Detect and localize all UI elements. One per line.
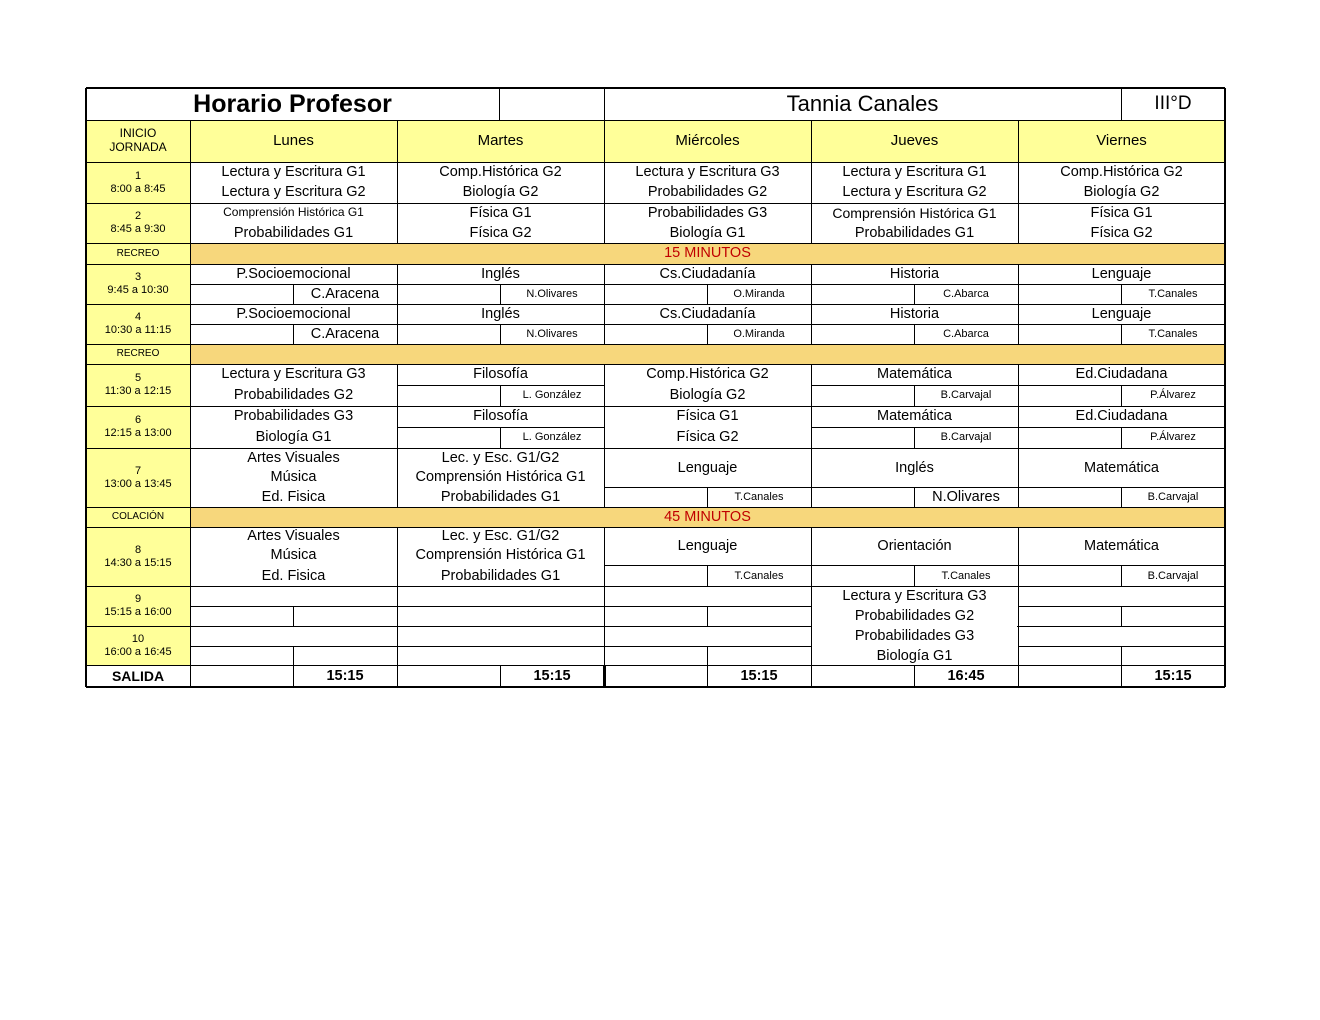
grid-line (1224, 88, 1226, 687)
period-time: 8:45 a 9:30 (110, 223, 166, 235)
period-1-label (86, 162, 190, 203)
class-cell: Probabilidades G1 (854, 224, 975, 241)
teacher-cell: B.Carvajal (940, 431, 992, 444)
class-cell: Física G2 (469, 224, 532, 241)
teacher-cell: P.Álvarez (1150, 431, 1196, 444)
teacher-cell: C.Abarca (943, 287, 989, 300)
grid-line (1121, 284, 1122, 304)
grid-line (914, 284, 915, 304)
class-cell: Artes Visuales (247, 450, 340, 467)
period-number: 10 (131, 632, 145, 645)
teacher-cell: C.Aracena (310, 285, 380, 302)
period-number: 2 (134, 210, 142, 223)
period-time: 10:30 a 11:15 (104, 324, 172, 336)
class-cell: Física G1 (469, 204, 532, 221)
class-cell: Probabilidades G1 (440, 567, 561, 584)
recreo-2-label: RECREO (116, 348, 160, 360)
grid-line (190, 606, 397, 607)
class-cell: Comprensión Histórica G1 (415, 469, 586, 486)
recreo-1-label: RECREO (116, 247, 160, 259)
period-2-label (86, 203, 190, 243)
grid-line (190, 120, 191, 687)
class-cell: Ed. Fisica (261, 488, 326, 505)
grid-line (811, 527, 812, 687)
day-header-miercoles: Miércoles (675, 132, 740, 150)
class-cell: Lectura y Escritura G2 (842, 184, 987, 201)
grid-line (1018, 527, 1019, 687)
period-time: 11:30 a 12:15 (104, 385, 172, 397)
class-cell: Ed. Fisica (261, 567, 326, 584)
grid-line (604, 120, 605, 243)
period-time: 15:15 a 16:00 (104, 606, 172, 618)
grid-line (707, 646, 708, 665)
class-cell: Comprensión Histórica G1 (223, 205, 364, 220)
teacher-cell: T.Canales (1148, 327, 1198, 340)
class-cell: Probabilidades G2 (854, 607, 975, 624)
grid-line (86, 304, 1225, 305)
class-cell: Matemática (877, 366, 952, 383)
grid-line (293, 284, 294, 304)
grid-line (707, 284, 708, 304)
class-cell: Ed.Ciudadana (1075, 366, 1168, 383)
class-cell: Física G1 (676, 408, 739, 425)
grid-line (86, 626, 1225, 627)
day-header-martes: Martes (477, 132, 524, 150)
inicio-line-1: INICIO (119, 126, 157, 141)
class-cell: Probabilidades G2 (647, 184, 768, 201)
class-cell: Probabilidades G1 (440, 488, 561, 505)
salida-time: 15:15 (326, 667, 364, 684)
grid-line (500, 427, 501, 448)
period-4-label (86, 304, 190, 344)
class-cell: Biología G2 (1083, 184, 1160, 201)
class-cell: Matemática (1084, 537, 1159, 554)
class-cell: Matemática (1084, 459, 1159, 476)
grid-line (1121, 324, 1122, 344)
class-cell: Física G1 (1090, 204, 1153, 221)
class-cell: Biología G2 (669, 387, 746, 404)
grid-line (811, 565, 1018, 566)
grid-line (86, 264, 1225, 265)
period-8-label (86, 527, 190, 586)
salida-label: SALIDA (111, 667, 165, 684)
grid-line (603, 665, 604, 687)
teacher-cell: N.Olivares (932, 489, 1000, 506)
class-cell: Lenguaje (1091, 305, 1152, 322)
class-cell: Filosofía (473, 366, 528, 383)
grid-line (604, 646, 811, 647)
class-cell: Lectura y Escritura G3 (635, 163, 780, 180)
grid-line (86, 87, 1225, 89)
grid-line (86, 448, 1225, 449)
grid-line (1121, 665, 1122, 687)
recreo-1-text: 15 MINUTOS (664, 245, 751, 262)
grid-line (1018, 120, 1019, 243)
teacher-cell: N.Olivares (526, 327, 578, 340)
grid-line (397, 427, 604, 428)
grid-line (1121, 427, 1122, 448)
grid-mask (812, 625, 1017, 628)
class-cell: Lec. y Esc. G1/G2 (441, 450, 560, 467)
teacher-cell: B.Carvajal (1147, 569, 1199, 582)
class-cell: Comprensión Histórica G1 (832, 204, 997, 221)
class-cell: Probabilidades G3 (233, 408, 354, 425)
grid-line (707, 665, 708, 687)
grid-line (86, 686, 1225, 688)
grid-line (86, 527, 1225, 528)
period-number: 9 (134, 593, 142, 606)
salida-time: 15:15 (740, 667, 778, 684)
class-cell: Lenguaje (677, 537, 738, 554)
grid-line (500, 324, 501, 344)
inicio-line-2: JORNADA (109, 140, 167, 154)
period-time: 14:30 a 15:15 (104, 556, 172, 569)
grid-line (1121, 88, 1122, 120)
grid-line (914, 427, 915, 448)
grid-line (1121, 385, 1122, 406)
grid-line (604, 88, 605, 120)
grid-line (397, 385, 604, 386)
grid-line (914, 487, 915, 507)
grid-line (1018, 487, 1225, 488)
period-time: 9:45 a 10:30 (107, 284, 169, 296)
recreo2-band (190, 344, 1225, 364)
class-cell: Biología G2 (462, 184, 539, 201)
grid-line (86, 243, 1225, 244)
grid-line (604, 527, 605, 687)
class-cell: Ed.Ciudadana (1075, 408, 1168, 425)
period-7-label (86, 448, 190, 507)
grid-line (811, 120, 812, 243)
class-cell: Comprensión Histórica G1 (415, 547, 586, 564)
class-cell: Lenguaje (1091, 265, 1152, 282)
period-time: 13:00 a 13:45 (104, 477, 172, 490)
grid-line (190, 646, 397, 647)
grid-line (86, 507, 1225, 508)
day-header-viernes: Viernes (1096, 132, 1147, 150)
grid-line (707, 606, 708, 626)
class-cell: Comp.Histórica G2 (439, 163, 562, 180)
class-cell: Probabilidades G1 (233, 224, 354, 241)
class-cell: Cs.Ciudadanía (659, 305, 756, 322)
grid-line (605, 665, 606, 687)
grid-line (397, 120, 398, 243)
class-cell: Probabilidades G2 (233, 387, 354, 404)
class-cell: Artes Visuales (247, 528, 340, 545)
grid-line (190, 324, 1225, 325)
grid-line (1018, 565, 1225, 566)
colacion-label: COLACIÓN (111, 511, 165, 523)
class-cell: P.Socioemocional (236, 265, 351, 282)
grid-line (397, 646, 604, 647)
class-cell: Música (270, 469, 317, 486)
grid-line (1121, 646, 1122, 665)
grid-line (190, 284, 1225, 285)
period-number: 6 (134, 414, 142, 427)
grid-line (1018, 427, 1225, 428)
class-cell: Historia (889, 265, 940, 282)
class-cell: Matemática (877, 408, 952, 425)
grid-line (914, 565, 915, 586)
grid-line (500, 665, 501, 687)
grid-line (500, 284, 501, 304)
class-cell: Probabilidades G3 (647, 204, 768, 221)
class-cell: Cs.Ciudadanía (659, 265, 756, 282)
teacher-cell: B.Carvajal (1147, 491, 1199, 504)
class-cell: Inglés (895, 459, 934, 476)
class-cell: Inglés (481, 305, 520, 322)
grid-line (499, 88, 500, 120)
period-10-label (86, 626, 190, 665)
teacher-cell: T.Canales (941, 569, 991, 582)
grid-line (604, 606, 811, 607)
grid-line (293, 324, 294, 344)
salida-time: 16:45 (947, 667, 985, 684)
grid-line (1018, 606, 1225, 607)
grid-line (86, 120, 1225, 121)
class-cell: Comp.Histórica G2 (1060, 163, 1183, 180)
period-number: 4 (134, 311, 142, 324)
grid-line (1018, 385, 1225, 386)
class-cell: Lectura y Escritura G1 (842, 163, 987, 180)
period-6-label (86, 406, 190, 448)
grid-line (604, 487, 811, 488)
period-3-label (86, 264, 190, 304)
grid-line (397, 606, 604, 607)
grid-line (86, 364, 1225, 365)
teacher-cell: T.Canales (734, 569, 784, 582)
grid-line (707, 487, 708, 507)
grid-line (707, 324, 708, 344)
grid-line (86, 586, 1225, 587)
grid-line (811, 427, 1018, 428)
period-time: 16:00 a 16:45 (104, 645, 172, 658)
class-cell: Lec. y Esc. G1/G2 (441, 528, 560, 545)
grid-line (811, 385, 1018, 386)
teacher-cell: T.Canales (1148, 287, 1198, 300)
period-time: 12:15 a 13:00 (104, 427, 172, 439)
period-number: 1 (134, 169, 142, 182)
grid-line (86, 162, 1225, 163)
class-cell: Lectura y Escritura G3 (842, 587, 987, 604)
grid-line (86, 344, 1225, 345)
grid-line (707, 565, 708, 586)
teacher-cell: O.Miranda (733, 327, 785, 340)
grid-line (1121, 565, 1122, 586)
teacher-cell: B.Carvajal (940, 389, 992, 402)
salida-time: 15:15 (533, 667, 571, 684)
class-cell: Física G2 (1090, 224, 1153, 241)
grid-line (1121, 606, 1122, 626)
course-label: III°D (1154, 93, 1192, 115)
class-cell: Biología G1 (669, 224, 746, 241)
teacher-cell: L. González (522, 431, 582, 444)
page-title: Horario Profesor (193, 89, 392, 118)
teacher-cell: L. González (522, 389, 582, 402)
class-cell: Probabilidades G3 (854, 627, 975, 644)
grid-line (914, 665, 915, 687)
colacion-text: 45 MINUTOS (664, 508, 751, 525)
teacher-cell: N.Olivares (526, 287, 578, 300)
class-cell: Inglés (481, 265, 520, 282)
period-5-label (86, 364, 190, 406)
class-cell: Lectura y Escritura G3 (221, 366, 366, 383)
period-number: 3 (134, 271, 142, 284)
period-number: 8 (134, 543, 142, 556)
grid-line (1121, 487, 1122, 507)
period-9-label (86, 586, 190, 626)
class-cell: Comp.Histórica G2 (646, 366, 769, 383)
salida-time: 15:15 (1154, 667, 1192, 684)
grid-line (397, 527, 398, 687)
period-number: 5 (134, 372, 142, 385)
grid-line (914, 324, 915, 344)
teacher-cell: C.Aracena (310, 325, 380, 342)
class-cell: Orientación (877, 537, 952, 554)
day-header-jueves: Jueves (890, 132, 939, 150)
grid-line (1018, 646, 1225, 647)
teacher-cell: T.Canales (734, 491, 784, 504)
class-cell: Biología G1 (255, 429, 332, 446)
grid-line (86, 406, 1225, 407)
class-cell: Lenguaje (677, 459, 738, 476)
class-cell: Física G2 (676, 429, 739, 446)
day-header-lunes: Lunes (273, 132, 314, 150)
class-cell: Música (270, 547, 317, 564)
grid-line (85, 88, 87, 687)
teacher-name: Tannia Canales (786, 91, 939, 117)
grid-line (604, 565, 811, 566)
teacher-cell: P.Álvarez (1150, 389, 1196, 402)
class-cell: P.Socioemocional (236, 305, 351, 322)
class-cell: Filosofía (473, 408, 528, 425)
teacher-cell: O.Miranda (733, 287, 785, 300)
period-time: 8:00 a 8:45 (110, 182, 166, 195)
grid-line (86, 203, 1225, 204)
grid-line (500, 385, 501, 406)
class-cell: Historia (889, 305, 940, 322)
period-number: 7 (134, 464, 142, 477)
grid-line (86, 665, 1225, 666)
grid-line (914, 385, 915, 406)
grid-line (293, 606, 294, 626)
schedule-sheet (86, 88, 1225, 687)
inicio-jornada-label (86, 120, 190, 162)
class-cell: Biología G1 (876, 647, 953, 664)
grid-line (293, 646, 294, 665)
teacher-cell: C.Abarca (943, 327, 989, 340)
class-cell: Lectura y Escritura G2 (221, 184, 366, 201)
grid-line (293, 665, 294, 687)
class-cell: Lectura y Escritura G1 (221, 163, 366, 180)
grid-line (811, 487, 1018, 488)
